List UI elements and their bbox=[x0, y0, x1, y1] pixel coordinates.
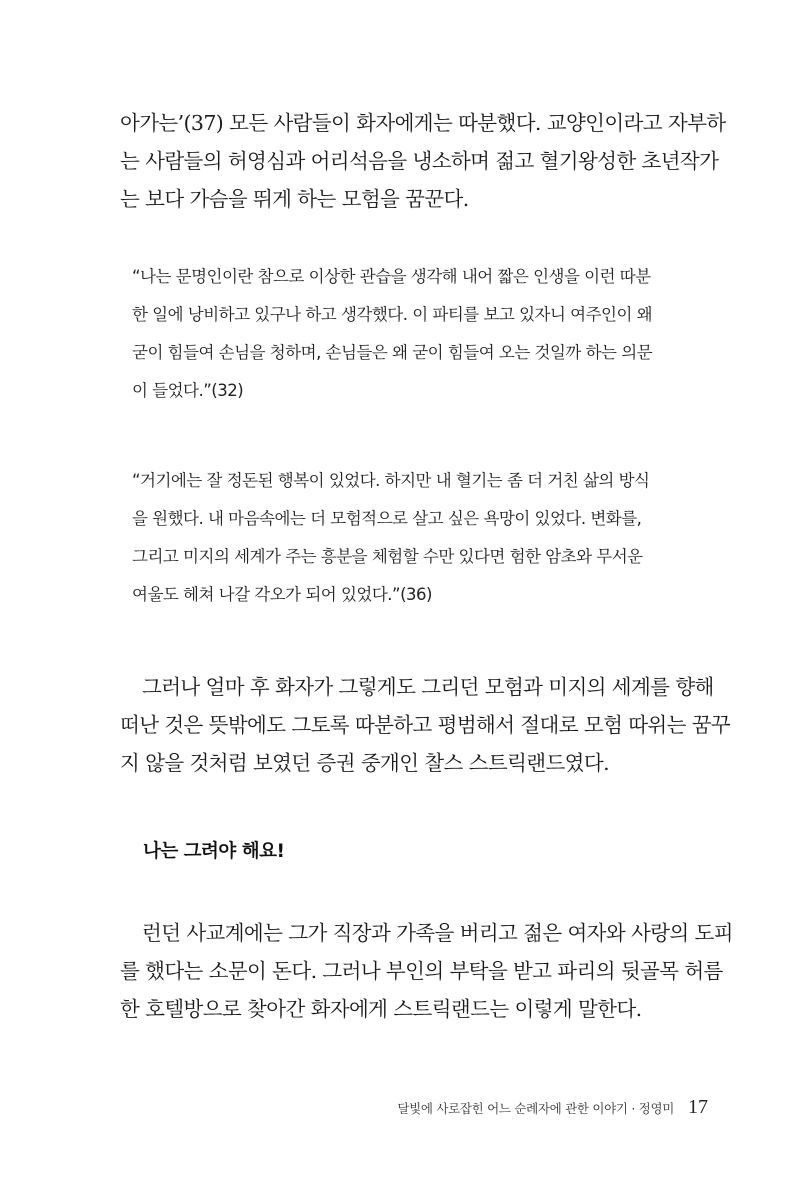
block-quote-2 bbox=[132, 462, 702, 614]
section-subheading: 나는 그려야 해요! bbox=[143, 841, 285, 862]
paragraph-line: 아가는’(37) 모든 사람들이 화자에게는 따분했다. 교양인이라고 자부하 bbox=[120, 111, 726, 135]
paragraph-line: 런던 사교계에는 그가 직장과 가족을 버리고 젊은 여자와 사랑의 도피 bbox=[142, 921, 733, 945]
paragraph-line: 를 했다는 소문이 돈다. 그러나 부인의 부탁을 받고 파리의 뒷골목 허름 bbox=[120, 959, 723, 983]
page-footer bbox=[397, 1096, 708, 1119]
paragraph-line: 한 호텔방으로 찾아간 화자에게 스트릭랜드는 이렇게 말한다. bbox=[120, 997, 642, 1021]
paragraph-3 bbox=[120, 914, 733, 1028]
page-number: 17 bbox=[688, 1096, 708, 1118]
paragraph-line: 떠난 것은 뜻밖에도 그토록 따분하고 평범해서 절대로 모험 따위는 꿈꾸 bbox=[120, 713, 731, 737]
quote-line: 굳이 힘들여 손님을 청하며, 손님들은 왜 굳이 힘들여 오는 것일까 하는 의문 bbox=[132, 343, 653, 362]
paragraph-1 bbox=[120, 104, 726, 218]
quote-line: 여울도 헤쳐 나갈 각오가 되어 있었다.”(36) bbox=[132, 585, 432, 604]
block-quote-1 bbox=[132, 258, 702, 410]
paragraph-line: 는 보다 가슴을 뛰게 하는 모험을 꿈꾼다. bbox=[120, 187, 469, 211]
running-title: 달빛에 사로잡힌 어느 순례자에 관한 이야기 · 정영미 bbox=[397, 1101, 674, 1116]
quote-line: 이 들었다.”(32) bbox=[132, 381, 244, 400]
quote-line: 그리고 미지의 세계가 주는 흥분을 체험할 수만 있다면 험한 암초와 무서운 bbox=[132, 547, 643, 566]
paragraph-line: 그러나 얼마 후 화자가 그렇게도 그리던 모험과 미지의 세계를 향해 bbox=[142, 675, 714, 699]
paragraph-line: 지 않을 것처럼 보였던 증권 중개인 찰스 스트릭랜드였다. bbox=[120, 751, 609, 775]
quote-line: 을 원했다. 내 마음속에는 더 모험적으로 살고 싶은 욕망이 있었다. 변화를, bbox=[132, 509, 642, 528]
quote-line: “거기에는 잘 정돈된 행복이 있었다. 하지만 내 혈기는 좀 더 거친 삶의 방식 bbox=[132, 471, 650, 490]
quote-line: 한 일에 낭비하고 있구나 하고 생각했다. 이 파티를 보고 있자니 여주인이 왜 bbox=[132, 305, 653, 324]
quote-line: “나는 문명인이란 참으로 이상한 관습을 생각해 내어 짧은 인생을 이런 따분 bbox=[132, 267, 651, 286]
paragraph-line: 는 사람들의 허영심과 어리석음을 냉소하며 젊고 혈기왕성한 초년작가 bbox=[120, 149, 719, 173]
paragraph-2 bbox=[120, 668, 731, 782]
